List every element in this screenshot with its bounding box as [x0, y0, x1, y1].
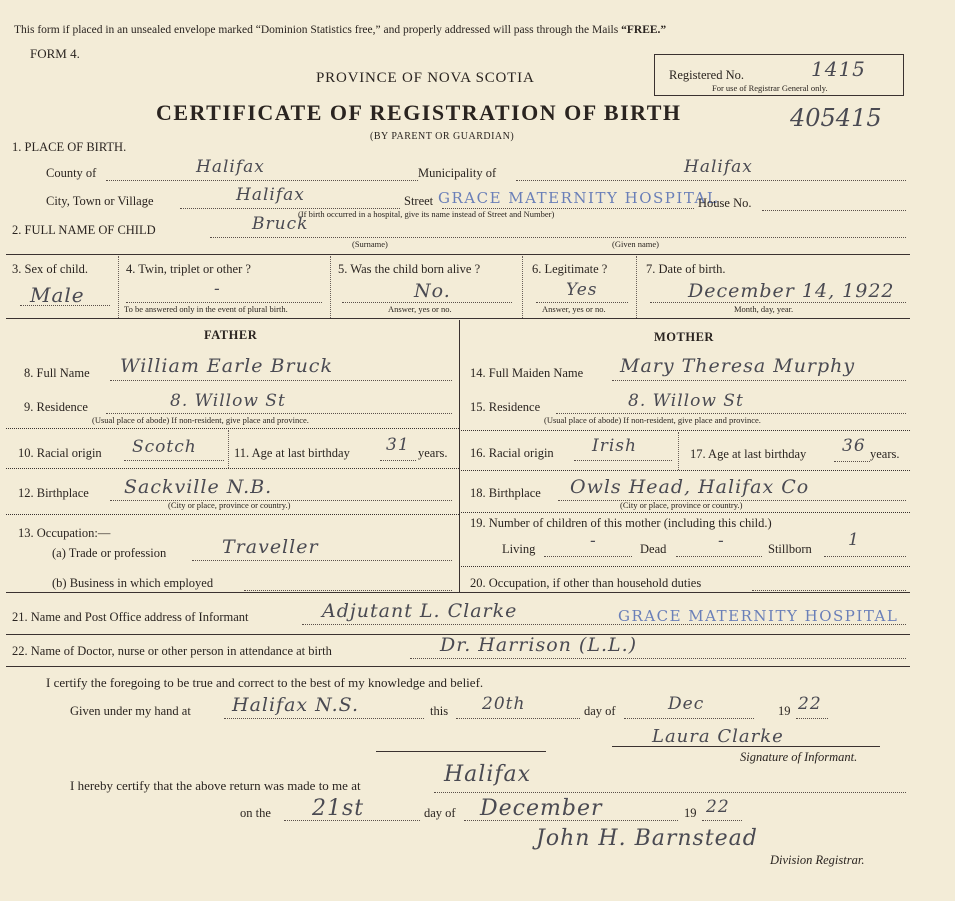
father-res-label: 9. Residence	[24, 400, 88, 414]
mother-age-label: 17. Age at last birthday	[690, 447, 807, 461]
mother-residence: 8. Willow St	[628, 391, 744, 411]
father-birthplace-note: (City or place, province or country.)	[168, 500, 291, 510]
father-age: 31	[386, 435, 410, 455]
registrar-signature: John H. Barnstead	[536, 826, 758, 851]
dead-label: Dead	[640, 542, 667, 556]
twin-label: 4. Twin, triplet or other ?	[126, 262, 251, 276]
father-age-label: 11. Age at last birthday	[234, 446, 350, 460]
father-residence: 8. Willow St	[170, 391, 286, 411]
certify-day: 20th	[482, 694, 526, 714]
father-trade: Traveller	[222, 536, 319, 558]
registrar-sig-label: Division Registrar.	[770, 853, 865, 867]
father-name: William Earle Bruck	[120, 355, 333, 377]
city-value: Halifax	[236, 185, 305, 205]
stillborn-value: 1	[848, 530, 860, 550]
surname-label: (Surname)	[352, 239, 388, 249]
registrar-day: 21st	[312, 796, 365, 821]
page-subtitle: (BY PARENT OR GUARDIAN)	[370, 131, 515, 142]
twin-note: To be answered only in the event of plural birth.	[124, 304, 288, 314]
doctor-label: 22. Name of Doctor, nurse or other person in attendance at birth	[12, 644, 332, 658]
municipality-value: Halifax	[684, 157, 753, 177]
mother-heading: MOTHER	[654, 330, 714, 344]
registrar-year: 22	[706, 797, 730, 817]
birth-date-note: Month, day, year.	[734, 304, 794, 314]
doctor-name: Dr. Harrison (L.L.)	[440, 634, 638, 656]
registrar-note: For use of Registrar General only.	[712, 83, 828, 93]
mother-birthplace-note: (City or place, province or country.)	[620, 500, 743, 510]
given-place: Halifax N.S.	[232, 694, 359, 716]
sex-value: Male	[30, 283, 85, 307]
house-label: House No.	[698, 196, 752, 210]
mother-res-label: 15. Residence	[470, 400, 541, 414]
mailing-notice	[14, 24, 666, 36]
registered-box	[654, 54, 904, 96]
trade-label: (a) Trade or profession	[52, 546, 167, 560]
birth-date-label: 7. Date of birth.	[646, 262, 726, 276]
mother-res-note: (Usual place of abode) If non-resident, give place and province.	[544, 415, 761, 425]
registrar-statement: I hereby certify that the above return was made to me at	[70, 778, 361, 793]
file-number: 405415	[790, 104, 882, 132]
registered-label: Registered No.	[669, 68, 744, 82]
legitimate-value: Yes	[566, 280, 598, 300]
mother-birthplace-label: 18. Birthplace	[470, 486, 541, 500]
mother-years-label: years.	[870, 447, 900, 461]
father-birthplace: Sackville N.B.	[124, 476, 273, 498]
place-of-birth-label: 1. PLACE OF BIRTH.	[12, 140, 127, 154]
registrar-month: December	[480, 796, 603, 821]
given-name-label: (Given name)	[612, 239, 659, 249]
mother-name-label: 14. Full Maiden Name	[470, 366, 584, 380]
mother-age: 36	[842, 436, 866, 456]
registrar-place: Halifax	[444, 762, 532, 787]
street-label: Street	[404, 194, 434, 208]
living-value: -	[590, 531, 597, 551]
father-occupation-label: 13. Occupation:—	[18, 526, 111, 540]
certify-month: Dec	[668, 694, 705, 714]
business-label: (b) Business in which employed	[52, 576, 214, 590]
sex-label: 3. Sex of child.	[12, 262, 89, 276]
hospital-note: (If birth occurred in a hospital, give its name instead of Street and Number)	[298, 209, 555, 219]
alive-label: 5. Was the child born alive ?	[338, 262, 481, 276]
form-number: FORM 4.	[30, 46, 80, 61]
father-heading: FATHER	[204, 328, 258, 342]
father-racial-label: 10. Racial origin	[18, 446, 102, 460]
twin-value: -	[214, 279, 221, 299]
mother-racial-label: 16. Racial origin	[470, 446, 554, 460]
mailing-notice-free: “FREE.”	[621, 24, 667, 36]
given-label: Given under my hand at	[70, 704, 191, 718]
father-res-note: (Usual place of abode) If non-resident, give place and province.	[92, 415, 309, 425]
registrar-year-prefix: 19	[684, 806, 697, 820]
father-years-label: years.	[418, 446, 448, 460]
informant-label: 21. Name and Post Office address of Informant	[12, 610, 249, 624]
living-label: Living	[502, 542, 536, 556]
child-name-label: 2. FULL NAME OF CHILD	[12, 223, 156, 237]
mailing-notice-text: This form if placed in an unsealed envelope marked “Dominion Statistics free,” and properly addressed will pass through the Mails	[14, 24, 619, 36]
page-title: CERTIFICATE OF REGISTRATION OF BIRTH	[156, 100, 682, 125]
dead-value: -	[718, 531, 725, 551]
informant-sig-label: Signature of Informant.	[740, 750, 858, 764]
children-label: 19. Number of children of this mother (including this child.)	[470, 516, 772, 530]
informant-address: GRACE MATERNITY HOSPITAL	[618, 607, 899, 625]
registrar-day-of-label: day of	[424, 806, 456, 820]
father-racial-origin: Scotch	[132, 437, 197, 457]
father-name-label: 8. Full Name	[24, 366, 90, 380]
alive-note: Answer, yes or no.	[388, 304, 452, 314]
certify-year: 22	[798, 694, 822, 714]
county-value: Halifax	[196, 157, 265, 177]
certify-day-of-label: day of	[584, 704, 616, 718]
mother-racial-origin: Irish	[592, 436, 637, 456]
city-label: City, Town or Village	[46, 194, 154, 208]
registrar-on-label: on the	[240, 806, 271, 820]
certify-year-prefix: 19	[778, 704, 791, 718]
certify-statement: I certify the foregoing to be true and correct to the best of my knowledge and belief.	[46, 675, 484, 690]
mother-occupation-label: 20. Occupation, if other than household duties	[470, 576, 702, 590]
mother-name: Mary Theresa Murphy	[620, 355, 856, 377]
informant-name: Adjutant L. Clarke	[322, 600, 518, 622]
legitimate-note: Answer, yes or no.	[542, 304, 606, 314]
this-label: this	[430, 704, 449, 718]
informant-signature: Laura Clarke	[652, 726, 784, 747]
registered-value: 1415	[811, 57, 866, 81]
father-birthplace-label: 12. Birthplace	[18, 486, 89, 500]
county-label: County of	[46, 166, 97, 180]
street-value: GRACE MATERNITY HOSPITAL	[438, 189, 719, 207]
mother-birthplace: Owls Head, Halifax Co	[570, 476, 810, 498]
stillborn-label: Stillborn	[768, 542, 812, 556]
legitimate-label: 6. Legitimate ?	[532, 262, 608, 276]
municipality-label: Municipality of	[418, 166, 497, 180]
alive-value: No.	[414, 280, 451, 302]
child-surname: Bruck	[252, 214, 309, 234]
birth-date-value: December 14, 1922	[688, 280, 895, 302]
province-title: PROVINCE OF NOVA SCOTIA	[316, 70, 535, 86]
